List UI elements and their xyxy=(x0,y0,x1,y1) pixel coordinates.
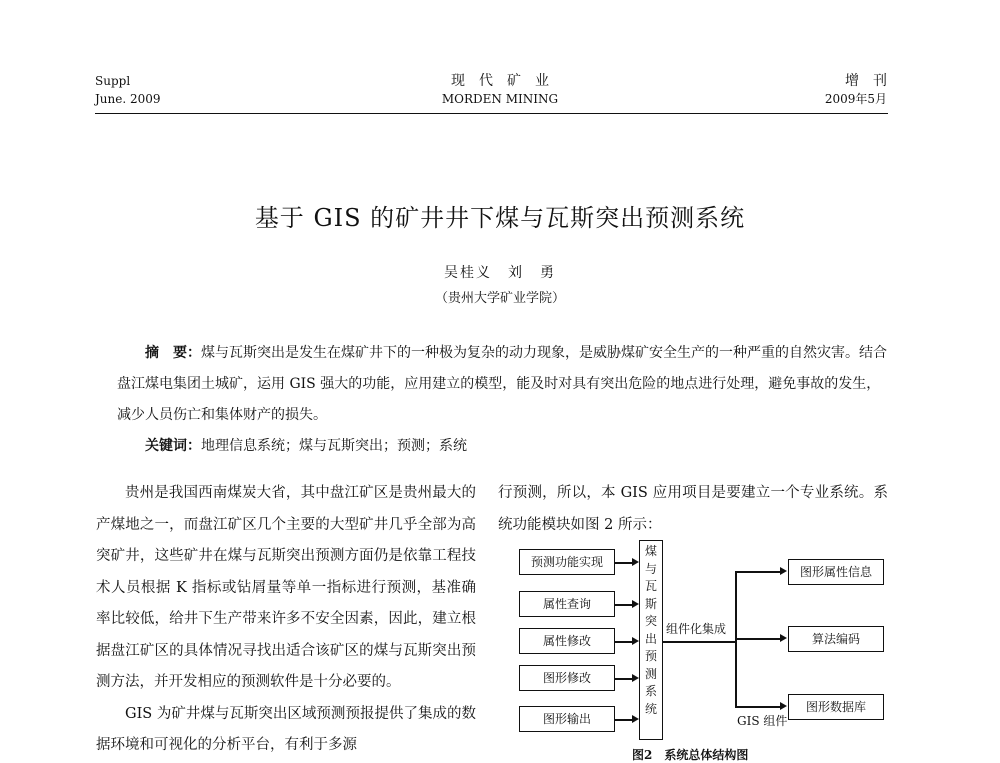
header-left xyxy=(95,72,161,108)
box-attribute-edit: 属性修改 xyxy=(519,628,615,654)
abstract-label: 摘 要： xyxy=(145,345,201,361)
bracket-mid-arrow xyxy=(780,634,787,642)
left-paragraph-1: 贵州是我国西南煤炭大省，其中盘江矿区是贵州最大的产煤地之一，而盘江矿区几个主要的大型矿井几乎全部为高突矿井，这些矿井在煤与瓦斯突出预测方面仍是依靠工程技术人员根据 K 指标或钻屑量等单一指标进行预测，基准确率比较低，给井下生产带来许多不安全因素，因此，建立根据盘江矿区的具体情况寻找出适合该矿区的煤与瓦斯突出预测方法，并开发相应的预测软件是十分必要的。 xyxy=(96,485,476,690)
header-date-cn: 2009年5月 xyxy=(824,92,887,106)
journal-title-cn: 现代矿业 xyxy=(451,73,563,89)
box-prediction-function: 预测功能实现 xyxy=(519,549,615,575)
center-char: 测 xyxy=(644,666,657,681)
center-char: 预 xyxy=(644,649,657,663)
center-char: 系 xyxy=(644,684,657,698)
arrow-head-2 xyxy=(632,600,639,608)
paper-authors: 吴桂义 刘 勇 xyxy=(444,265,556,281)
box-algorithm-coding: 算法编码 xyxy=(788,626,884,652)
integration-line xyxy=(663,641,735,643)
box-graphic-output: 图形输出 xyxy=(519,706,615,732)
center-char: 统 xyxy=(644,701,657,716)
body-right-column xyxy=(498,478,888,541)
arrow-head-1 xyxy=(632,558,639,566)
bracket-vertical xyxy=(735,571,737,707)
keywords-label: 关键词： xyxy=(145,438,201,454)
center-char: 斯 xyxy=(644,596,657,611)
arrow-line-4 xyxy=(615,678,633,680)
paper-title: 基于 GIS 的矿井井下煤与瓦斯突出预测系统 xyxy=(254,204,746,232)
bracket-top-arrow xyxy=(780,567,787,575)
header-supplement: Suppl xyxy=(95,74,131,88)
header-center xyxy=(410,72,590,108)
header-right xyxy=(824,72,901,108)
box-graphic-attribute-info: 图形属性信息 xyxy=(788,559,884,585)
keywords-text: 地理信息系统；煤与瓦斯突出；预测；系统 xyxy=(201,438,467,454)
bracket-top xyxy=(735,571,781,573)
gis-component-label: GIS 组件 xyxy=(737,714,788,728)
header-rule xyxy=(95,113,888,114)
abstract-paragraph xyxy=(117,338,892,431)
header-supplement-cn: 增刊 xyxy=(845,73,901,89)
center-char: 煤 xyxy=(644,544,657,558)
arrow-head-5 xyxy=(632,715,639,723)
integration-label: 组件化集成 xyxy=(666,622,727,636)
arrow-line-2 xyxy=(615,604,633,606)
center-char: 瓦 xyxy=(644,579,657,593)
paper-affiliation: （贵州大学矿业学院） xyxy=(434,291,565,306)
abstract-block xyxy=(117,338,892,462)
box-prediction-system xyxy=(639,540,663,740)
bracket-bottom xyxy=(735,706,781,708)
box-graphic-edit: 图形修改 xyxy=(519,665,615,691)
arrow-head-4 xyxy=(632,674,639,682)
center-char: 突 xyxy=(644,614,657,628)
abstract-text: 煤与瓦斯突出是发生在煤矿井下的一种极为复杂的动力现象，是威胁煤矿安全生产的一种严重的自然灾害。结合盘江煤电集团土城矿，运用 GIS 强大的功能，应用建立的模型，能及时对具有突出危险的地点进行处理，避免事故的发生，减少人员伤亡和集体财产的损失。 xyxy=(117,345,887,423)
center-char: 与 xyxy=(644,561,657,576)
body-left-column xyxy=(96,478,476,762)
bracket-mid xyxy=(735,638,781,640)
arrow-line-1 xyxy=(615,562,633,564)
arrow-head-3 xyxy=(632,637,639,645)
keywords-line xyxy=(117,431,892,462)
arrow-line-3 xyxy=(615,641,633,643)
box-graphic-database: 图形数据库 xyxy=(788,694,884,720)
left-paragraph-2: GIS 为矿井煤与瓦斯突出区域预测预报提供了集成的数据环境和可视化的分析平台，有利于多源 xyxy=(96,705,476,753)
journal-title-en: MORDEN MINING xyxy=(441,92,559,106)
center-char: 出 xyxy=(644,631,657,646)
right-paragraph-1: 行预测，所以，本 GIS 应用项目是要建立一个专业系统。系统功能模块如图 2 所示： xyxy=(498,485,888,533)
header-date-en: June. 2009 xyxy=(95,92,161,106)
box-attribute-query: 属性查询 xyxy=(519,591,615,617)
figure-caption: 图2 系统总体结构图 xyxy=(632,748,749,762)
arrow-line-5 xyxy=(615,719,633,721)
bracket-bottom-arrow xyxy=(780,702,787,710)
